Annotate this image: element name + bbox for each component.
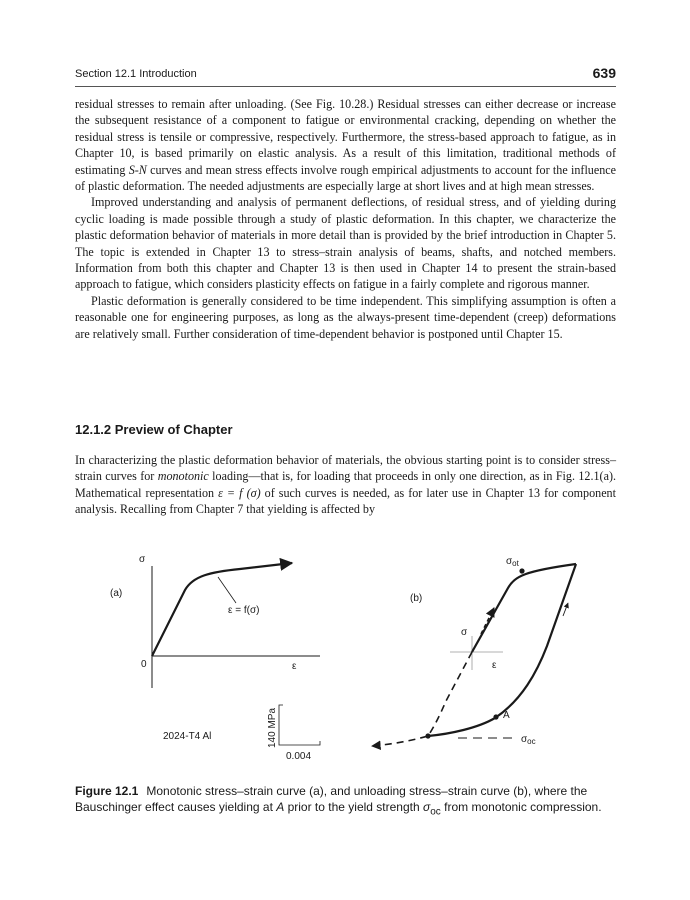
panel-b-epsilon-label: ε bbox=[492, 660, 497, 671]
panel-b-sigma-ot-label: $\sigma_{ot}$ bbox=[506, 556, 519, 568]
panel-a-curve-pointer bbox=[218, 577, 236, 603]
panel-a-epsilon-label: ε bbox=[292, 661, 297, 672]
panel-a-curve-label: ε = f(σ) bbox=[228, 605, 260, 616]
panel-b-unloading-arrow bbox=[563, 603, 568, 616]
panel-a-stress-strain-curve bbox=[152, 563, 292, 656]
panel-b-point-a bbox=[493, 714, 498, 719]
paragraph-time-independence: Plastic deformation is generally considered to be time independent. This simplifying assumption is often a reasonable one for engineering purposes, as long as the always-present time-dependent (creep) deformations are relatively small. Further consideration of time-dependent behavior is postponed until Chapter 15. bbox=[75, 293, 616, 341]
figure-caption: Figure 12.1 Monotonic stress–strain curve (a), and unloading stress–strain curve (b), where the Bauschinger effect causes yielding at A prior to the yield strength $\sigma_{oc}$ from monotonic compression. bbox=[75, 784, 602, 818]
scale-stress-label: 140 MPa bbox=[267, 707, 278, 748]
panel-a-label: (a) bbox=[110, 588, 123, 599]
paragraph-preview: In characterizing the plastic deformation behavior of materials, the obvious starting point is to consider stress–strain curves for monotonic loading—that is, for loading that proceeds in only one direction, as in Fig. 12.1(a). Mathematical representation ε = f (σ) of such curves is needed, as for later use in Chapter 13 for component analysis. Recalling from Chapter 7 that yielding is affected by bbox=[75, 453, 616, 517]
caption-label: Figure 12.1 bbox=[75, 784, 139, 798]
panel-a-sigma-label: σ bbox=[139, 554, 146, 565]
body-text-top bbox=[75, 96, 616, 342]
subsection-heading: 12.1.2 Preview of Chapter bbox=[75, 422, 233, 437]
panel-b-point-sigma-ot bbox=[519, 568, 524, 573]
panel-b-label: (b) bbox=[410, 593, 423, 604]
running-head-section: Section 12.1 Introduction bbox=[75, 68, 197, 80]
paragraph-residual-stress: residual stresses to remain after unloading. (See Fig. 10.28.) Residual stresses can either decrease or increase the subsequent resistance of a component to fatigue or environmental cracking, depending on whether the residual stress is tensile or compressive, respectively. Furthermore, the stress-based approach to fatigue, as in Chapter 10, is based primarily on elastic analysis. As a result of this limitation, traditional methods of estimating S-N curves and mean stress effects involve rough empirical adjustments to account for the influence of plastic deformation. The needed adjustments are especially large at short lives and at high mean stresses. bbox=[75, 97, 616, 194]
paragraph-plastic-deformation: Improved understanding and analysis of permanent deflections, of residual stress, and of yielding during cyclic loading is made possible through a study of plastic deformation. In this chapter, we characterize the plastic deformation behavior of materials in more detail than is provided by the brief introduction in Chapter 5. The topic is extended in Chapter 13 to stress–strain analysis of beams, shafts, and notched members. Information from both this chapter and Chapter 13 is then used in Chapter 14 to present the strain-based approach to fatigue, which considers plasticity effects on fatigue in a fairly complete and rigorous manner. bbox=[75, 195, 616, 292]
page-number: 639 bbox=[592, 65, 616, 81]
figure-svg bbox=[0, 540, 690, 770]
scale-bar bbox=[279, 705, 320, 745]
panel-a bbox=[110, 554, 320, 762]
body-text-preview bbox=[75, 452, 616, 518]
running-head bbox=[75, 66, 616, 87]
panel-a-material-label: 2024-T4 Al bbox=[163, 731, 212, 742]
scale-strain-label: 0.004 bbox=[286, 751, 312, 762]
panel-b-point-a-label: A bbox=[503, 710, 510, 721]
panel-b-loading-arrow bbox=[481, 608, 494, 634]
panel-b-point-end bbox=[425, 733, 430, 738]
panel-b-unloading-curve bbox=[428, 564, 576, 736]
panel-b-sigma-oc-label: $\sigma_{oc}$ bbox=[521, 734, 536, 746]
panel-a-origin: 0 bbox=[141, 659, 147, 670]
figure-12-1 bbox=[0, 540, 690, 770]
panel-b-sigma-label: σ bbox=[461, 627, 468, 638]
panel-b bbox=[372, 556, 576, 746]
